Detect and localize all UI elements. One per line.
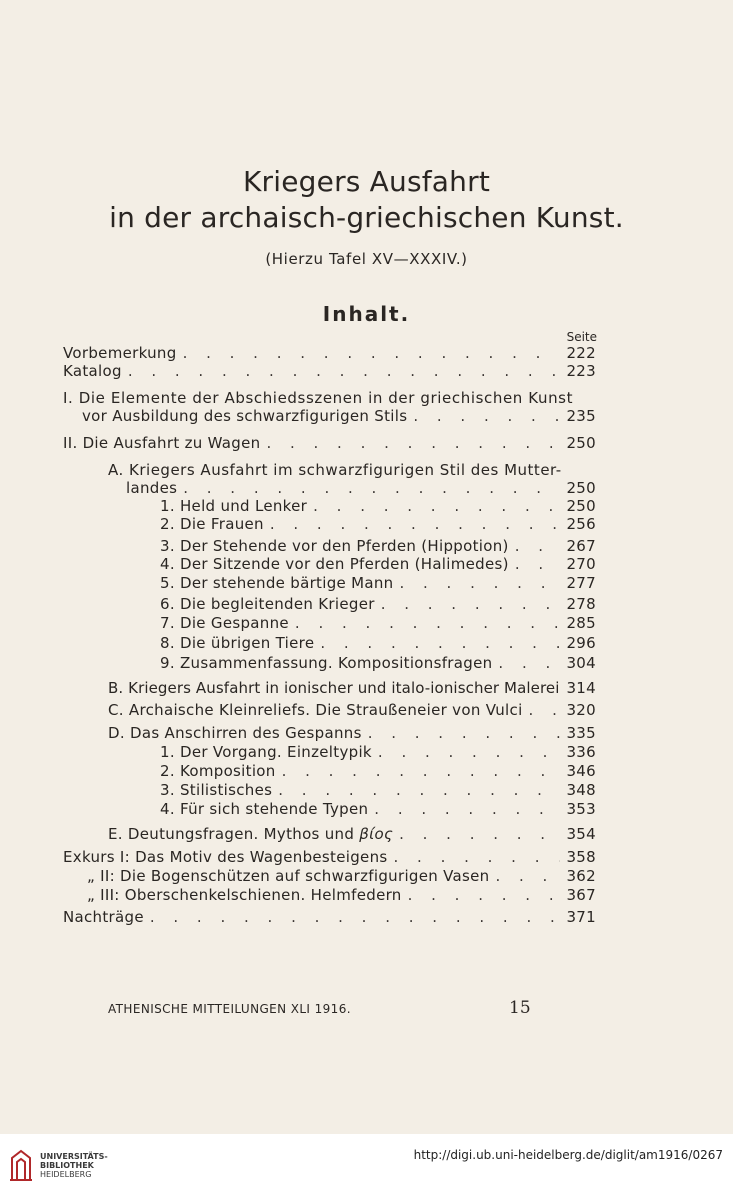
toc-entry-label: 8. Die übrigen Tiere — [160, 634, 315, 652]
toc-entry — [160, 497, 596, 517]
toc-entry — [160, 614, 596, 634]
permalink-url[interactable]: http://digi.ub.uni-heidelberg.de/diglit/am1916/0267 — [413, 1148, 723, 1162]
toc-entry — [63, 362, 596, 382]
toc-entry — [108, 724, 596, 744]
toc-entry — [87, 886, 596, 906]
toc-entry-page: 278 — [566, 595, 596, 613]
toc-entry-label: 3. Der Stehende vor den Pferden (Hippotion) — [160, 537, 509, 555]
toc-entry-label: C. Archaische Kleinreliefs. Die Straußeneier von Vulci — [108, 701, 523, 719]
toc-entry-page: 285 — [566, 614, 596, 632]
toc-entry-page: 314 — [566, 679, 596, 697]
toc-entry-page: 250 — [566, 479, 596, 497]
toc-entry-label: 2. Komposition — [160, 762, 276, 780]
toc-entry-label: 4. Der Sitzende vor den Pferden (Halimedes) — [160, 555, 509, 573]
toc-entry — [108, 825, 596, 845]
toc-entry-label: B. Kriegers Ausfahrt in ionischer und italo-ionischer Malerei — [108, 679, 560, 697]
toc-entry-page: 304 — [566, 654, 596, 672]
leader-dots — [266, 434, 560, 452]
leader-dots — [282, 762, 560, 780]
toc-entry-label: 9. Zusammenfassung. Kompositionsfragen — [160, 654, 493, 672]
viewer-footer-band — [0, 1134, 733, 1192]
leader-dots — [183, 479, 560, 497]
toc-entry-page: 335 — [566, 724, 596, 742]
page-number: 15 — [509, 998, 531, 1018]
leader-dots — [128, 362, 560, 380]
toc-entry-page: 362 — [566, 867, 596, 885]
toc-entry-page: 277 — [566, 574, 596, 592]
toc-entry — [108, 701, 596, 721]
toc-entry-label: 2. Die Frauen — [160, 515, 264, 533]
leader-dots — [295, 614, 560, 632]
toc-entry — [160, 555, 596, 575]
leader-dots — [381, 595, 560, 613]
toc-entry-page: 222 — [566, 344, 596, 362]
toc-entry-label: D. Das Anschirren des Gespanns — [108, 724, 362, 742]
toc-entry-label: Nachträge — [63, 908, 144, 926]
toc-entry — [160, 634, 596, 654]
toc-entry-label: 5. Der stehende bärtige Mann — [160, 574, 394, 592]
toc-entry-page: 256 — [566, 515, 596, 533]
leader-dots — [368, 724, 560, 742]
toc-entry — [160, 595, 596, 615]
leader-dots — [515, 537, 560, 555]
toc-entry-label: A. Kriegers Ausfahrt im schwarzfigurigen Stil des Mutter- — [108, 461, 562, 479]
toc-entry-page: 270 — [566, 555, 596, 573]
leader-dots — [399, 574, 560, 592]
toc-entry-page: 296 — [566, 634, 596, 652]
toc-entry-label: Katalog — [63, 362, 122, 380]
toc-entry-label: „ II: Die Bogenschützen auf schwarzfigurigen Vasen — [87, 867, 490, 885]
toc-entry-page: 346 — [566, 762, 596, 780]
leader-dots — [378, 743, 560, 761]
toc-entry — [87, 867, 596, 887]
running-footer: ATHENISCHE MITTEILUNGEN XLI 1916. — [108, 1002, 351, 1016]
toc-entry-label: landes — [126, 479, 178, 497]
leader-dots — [515, 555, 560, 573]
toc-entry — [82, 407, 596, 427]
toc-entry-page: 367 — [566, 886, 596, 904]
leader-dots — [394, 848, 561, 866]
toc-entry-label: E. Deutungsfragen. Mythos und βίος — [108, 825, 394, 843]
university-library-logo-icon — [8, 1148, 34, 1182]
toc-entry-label: I. Die Elemente der Abschiedsszenen in der griechischen Kunst — [63, 389, 574, 407]
toc-entry — [108, 461, 596, 481]
leader-dots — [278, 781, 560, 799]
library-name: UNIVERSITÄTS- BIBLIOTHEK HEIDELBERG — [40, 1152, 108, 1179]
toc-entry-label: 3. Stilistisches — [160, 781, 273, 799]
leader-dots — [495, 867, 560, 885]
toc-entry-page: 235 — [566, 407, 596, 425]
toc-entry — [160, 762, 596, 782]
toc-entry-label: 1. Der Vorgang. Einzeltypik — [160, 743, 372, 761]
toc-entry — [126, 479, 596, 499]
toc-entry — [160, 574, 596, 594]
toc-entry — [160, 800, 596, 820]
toc-entry — [160, 781, 596, 801]
toc-entry-page: 336 — [566, 743, 596, 761]
toc-entry — [160, 743, 596, 763]
leader-dots — [313, 497, 560, 515]
leader-dots — [270, 515, 560, 533]
toc-entry-page: 223 — [566, 362, 596, 380]
toc-entry — [63, 848, 596, 868]
toc-entry-page: 371 — [566, 908, 596, 926]
toc-entry-page: 358 — [566, 848, 596, 866]
toc-entry-label: 1. Held und Lenker — [160, 497, 308, 515]
toc-entry-label: Exkurs I: Das Motiv des Wagenbesteigens — [63, 848, 388, 866]
toc-entry — [160, 515, 596, 535]
leader-dots — [183, 344, 560, 362]
leader-dots — [399, 825, 560, 843]
toc-entry-page: 348 — [566, 781, 596, 799]
toc-entry — [63, 344, 596, 364]
article-title-line-2: in der archaisch-griechischen Kunst. — [109, 201, 624, 234]
toc-entry — [63, 908, 596, 928]
toc-entry — [63, 389, 596, 409]
plates-note: (Hierzu Tafel XV—XXXIV.) — [265, 250, 468, 268]
toc-entry-label: „ III: Oberschenkelschienen. Helmfedern — [87, 886, 402, 904]
toc-entry — [160, 654, 596, 674]
toc-entry-label: vor Ausbildung des schwarzfigurigen Stils — [82, 407, 408, 425]
toc-entry-page: 267 — [566, 537, 596, 555]
toc-entry — [160, 537, 596, 557]
leader-dots — [374, 800, 560, 818]
toc-entry-label: Vorbemerkung — [63, 344, 177, 362]
page-column-label: Seite — [566, 330, 597, 344]
leader-dots — [413, 407, 560, 425]
leader-dots — [150, 908, 560, 926]
leader-dots — [529, 701, 560, 719]
toc-entry-label: 6. Die begleitenden Krieger — [160, 595, 375, 613]
toc-entry — [63, 434, 596, 454]
toc-heading: Inhalt. — [322, 302, 411, 326]
article-title-line-1: Kriegers Ausfahrt — [242, 165, 491, 198]
leader-dots — [320, 634, 560, 652]
toc-entry-label: 4. Für sich stehende Typen — [160, 800, 369, 818]
toc-entry-page: 250 — [566, 497, 596, 515]
toc-entry-label: II. Die Ausfahrt zu Wagen — [63, 434, 261, 452]
toc-entry-page: 353 — [566, 800, 596, 818]
toc-entry — [108, 679, 596, 699]
leader-dots — [498, 654, 560, 672]
leader-dots — [408, 886, 560, 904]
toc-entry-label: 7. Die Gespanne — [160, 614, 289, 632]
toc-entry-page: 354 — [566, 825, 596, 843]
greek-term: βίος — [359, 825, 394, 843]
toc-entry-page: 320 — [566, 701, 596, 719]
toc-entry-page: 250 — [566, 434, 596, 452]
